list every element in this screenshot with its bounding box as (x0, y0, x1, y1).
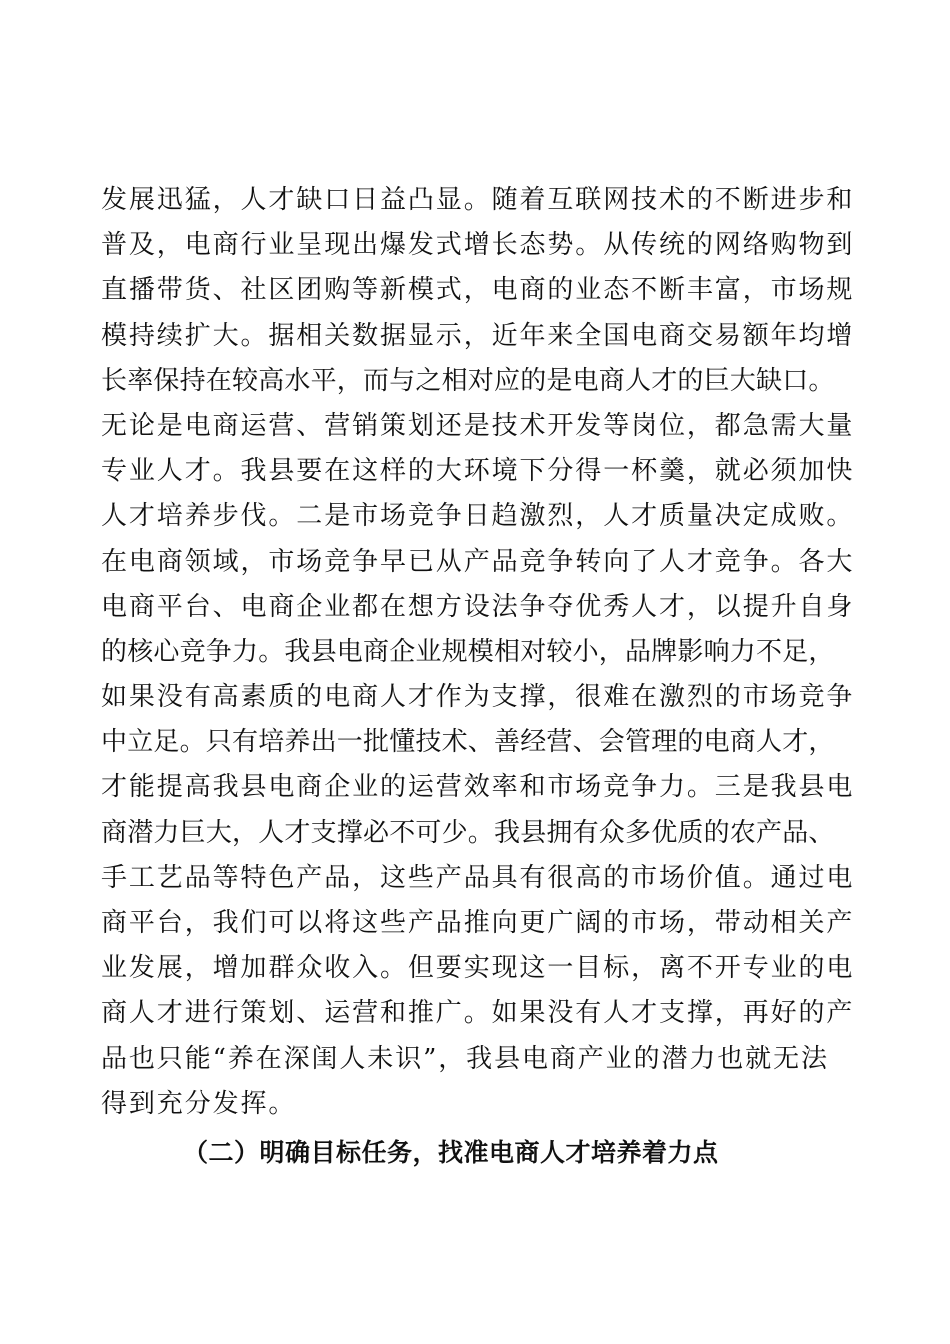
paragraph-line: 在电商领域，市场竞争早已从产品竞争转向了人才竞争。各大 (101, 546, 855, 577)
paragraph-line: 的核心竞争力。我县电商企业规模相对较小，品牌影响力不足， (101, 636, 835, 667)
paragraph-line: 电商平台、电商企业都在想方设法争夺优秀人才，以提升自身 (101, 591, 855, 622)
paragraph-line: 手工艺品等特色产品，这些产品具有很高的市场价值。通过电 (101, 862, 855, 893)
paragraph-line: 模持续扩大。据相关数据显示，近年来全国电商交易额年均增 (101, 320, 855, 351)
paragraph-line: 中立足。只有培养出一批懂技术、善经营、会管理的电商人才， (101, 727, 835, 758)
paragraph-line: 才能提高我县电商企业的运营效率和市场竞争力。三是我县电 (101, 772, 855, 803)
paragraph-line: 专业人才。我县要在这样的大环境下分得一杯羹，就必须加快 (101, 456, 855, 487)
paragraph-line: 商潜力巨大，人才支撑必不可少。我县拥有众多优质的农产品、 (101, 817, 835, 848)
paragraph-line: 商平台，我们可以将这些产品推向更广阔的市场，带动相关产 (101, 908, 855, 938)
paragraph-line: 商人才进行策划、运营和推广。如果没有人才支撑，再好的产 (101, 998, 855, 1029)
paragraph-line: 发展迅猛，人才缺口日益凸显。随着互联网技术的不断进步和 (101, 185, 855, 215)
paragraph-line: 普及，电商行业呈现出爆发式增长态势。从传统的网络购物到 (101, 230, 855, 261)
paragraph-line: 无论是电商运营、营销策划还是技术开发等岗位，都急需大量 (101, 410, 855, 441)
paragraph-line: 得到充分发挥。 (101, 1088, 297, 1119)
paragraph-line: 直播带货、社区团购等新模式，电商的业态不断丰富，市场规 (101, 275, 855, 306)
paragraph-line: 人才培养步伐。二是市场竞争日趋激烈，人才质量决定成败。 (101, 501, 855, 532)
paragraph-line: 长率保持在较高水平，而与之相对应的是电商人才的巨大缺口。 (101, 365, 835, 396)
paragraph-line: 品也只能“养在深闺人未识”，我县电商产业的潜力也就无法 (101, 1043, 829, 1074)
paragraph-line: 如果没有高素质的电商人才作为支撑，很难在激烈的市场竞争 (101, 682, 855, 713)
paragraph-line: 业发展，增加群众收入。但要实现这一目标，离不开专业的电 (101, 953, 855, 984)
body-paragraph (101, 178, 855, 1127)
section-heading: （二）明确目标任务，找准电商人才培养着力点 (183, 1138, 719, 1167)
